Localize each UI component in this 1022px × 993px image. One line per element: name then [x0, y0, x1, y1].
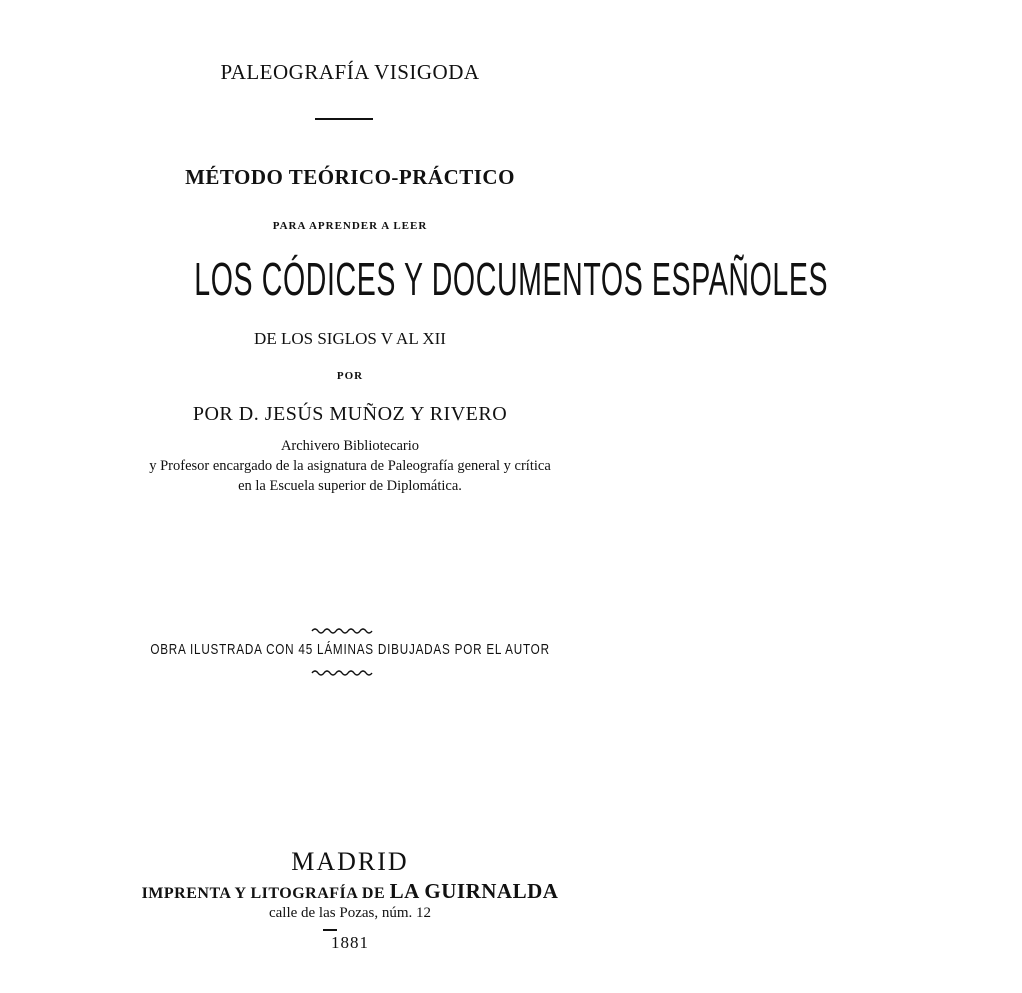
- printer-prefix: IMPRENTA Y LITOGRAFÍA DE: [141, 885, 386, 902]
- wavy-ornament-top: [312, 627, 372, 635]
- purpose-line: PARA APRENDER A LEER: [272, 220, 428, 232]
- illustration-note: [0, 641, 700, 659]
- main-title-text: LOS CÓDICES Y DOCUMENTOS ESPAÑOLES: [194, 253, 829, 305]
- author-role-1: Archivero Bibliotecario: [280, 438, 420, 454]
- author-name: POR D. JESÚS MUÑOZ Y RIVERO: [192, 403, 508, 425]
- centuries-line: DE LOS SIGLOS V AL XII: [254, 329, 446, 348]
- separator-rule: [315, 118, 373, 120]
- illustration-note-text: OBRA ILUSTRADA CON 45 LÁMINAS DIBUJADAS POR EL AUTOR: [150, 641, 550, 658]
- series-title: PALEOGRAFÍA VISIGODA: [220, 60, 480, 84]
- place: MADRID: [291, 847, 409, 876]
- main-title: [0, 252, 829, 306]
- wavy-ornament-bottom: [312, 669, 372, 677]
- author-role-3: en la Escuela superior de Diplomática.: [238, 478, 462, 494]
- publication-year: 1881: [331, 933, 369, 952]
- subtitle: MÉTODO TEÓRICO-PRÁCTICO: [185, 165, 515, 189]
- printer-name: LA GUIRNALDA: [389, 879, 559, 903]
- author-role-2: y Profesor encargado de la asignatura de Paleografía general y crítica: [149, 458, 551, 474]
- printer-address: calle de las Pozas, núm. 12: [268, 905, 432, 921]
- printer-line: [0, 879, 700, 904]
- year-rule: [323, 929, 337, 931]
- por-line: POR: [336, 370, 364, 382]
